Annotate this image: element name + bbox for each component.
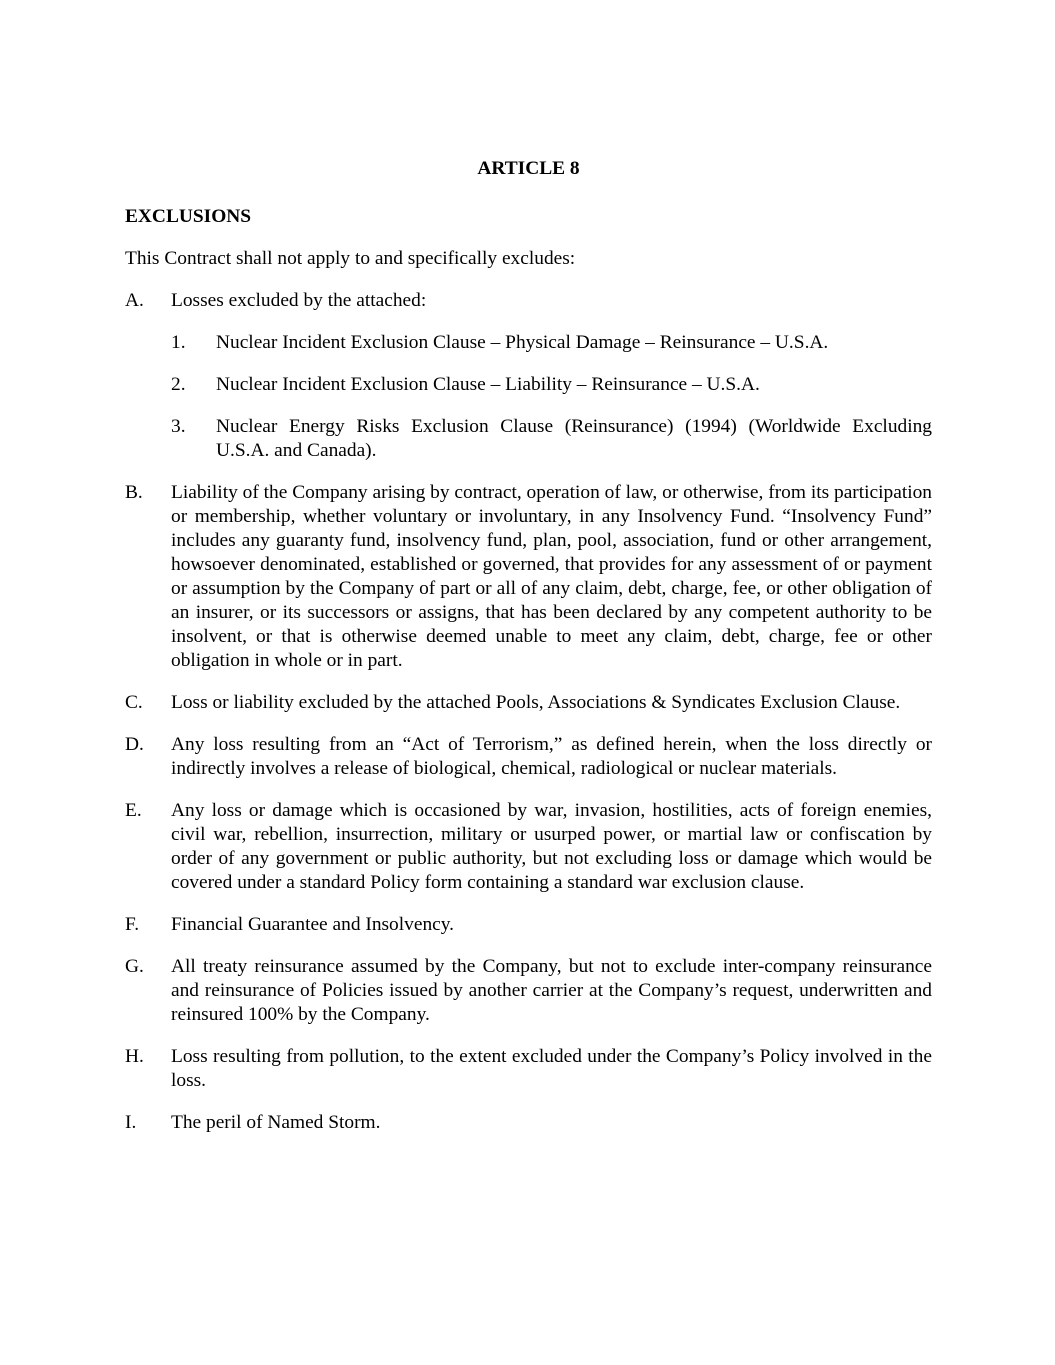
item-text: The peril of Named Storm. <box>171 1112 381 1133</box>
item-label: H. <box>125 1046 144 1067</box>
item-text: Financial Guarantee and Insolvency. <box>171 914 455 935</box>
exclusion-item-g <box>125 955 932 1027</box>
item-label: B. <box>125 482 143 503</box>
item-text: Liability of the Company arising by contract, operation of law, or otherwise, from its participation or membership, whether voluntary or involuntary, in any Insolvency Fund. “Insolvency Fund” includes any guaranty fund, insolvency fund, plan, pool, association, fund or other arrangement, howsoever denominated, established or governed, that provides for any assessment of or payment or assumption by the Company of part or all of any claim, debt, charge, fee, or other obligation of an insurer, or its successors or assigns, that has been declared by any competent authority to be insolvent, or that is otherwise deemed unable to meet any claim, debt, charge, fee or other obligation in whole or in part. <box>171 482 932 671</box>
item-label: A. <box>125 290 144 311</box>
exclusion-item-i <box>125 1111 932 1135</box>
document-page <box>125 157 932 1135</box>
intro-paragraph: This Contract shall not apply to and specifically excludes: <box>125 248 576 269</box>
exclusion-item-b <box>125 481 932 673</box>
section-title: EXCLUSIONS <box>125 206 252 227</box>
item-text: Any loss resulting from an “Act of Terrorism,” as defined herein, when the loss directly or indirectly involves a release of biological, chemical, radiological or nuclear materials. <box>171 734 932 779</box>
exclusion-item-f <box>125 913 932 937</box>
subitem-label: 2. <box>171 374 186 395</box>
exclusion-item-c <box>125 691 932 715</box>
subitem-text: Nuclear Energy Risks Exclusion Clause (Reinsurance) (1994) (Worldwide Excluding U.S.A. and Canada). <box>216 416 932 461</box>
subitem-2 <box>171 373 932 397</box>
subitem-3 <box>171 415 932 463</box>
subitem-label: 1. <box>171 332 186 353</box>
subitem-1 <box>171 331 932 355</box>
item-label: I. <box>125 1112 137 1133</box>
exclusion-item-d <box>125 733 932 781</box>
exclusion-item-a <box>125 289 932 313</box>
subitem-list-a <box>125 331 932 463</box>
item-label: F. <box>125 914 140 935</box>
item-label: D. <box>125 734 144 755</box>
item-text: Losses excluded by the attached: <box>171 290 427 311</box>
item-text: Any loss or damage which is occasioned by war, invasion, hostilities, acts of foreign enemies, civil war, rebellion, insurrection, military or usurped power, or martial law or confiscation by order of any government or public authority, but not excluding loss or damage which would be covered under a standard Policy form containing a standard war exclusion clause. <box>171 800 932 893</box>
item-label: G. <box>125 956 144 977</box>
exclusion-item-h <box>125 1045 932 1093</box>
item-label: E. <box>125 800 142 821</box>
subitem-text: Nuclear Incident Exclusion Clause – Physical Damage – Reinsurance – U.S.A. <box>216 332 829 353</box>
item-text: Loss resulting from pollution, to the extent excluded under the Company’s Policy involved in the loss. <box>171 1046 932 1091</box>
subitem-text: Nuclear Incident Exclusion Clause – Liability – Reinsurance – U.S.A. <box>216 374 760 395</box>
item-text: All treaty reinsurance assumed by the Company, but not to exclude inter-company reinsurance and reinsurance of Policies issued by another carrier at the Company’s request, underwritten and reinsured 100% by the Company. <box>171 956 932 1025</box>
item-text: Loss or liability excluded by the attached Pools, Associations & Syndicates Exclusion Clause. <box>171 692 901 713</box>
exclusion-item-e <box>125 799 932 895</box>
subitem-label: 3. <box>171 416 186 437</box>
item-label: C. <box>125 692 143 713</box>
article-title: ARTICLE 8 <box>477 158 580 179</box>
